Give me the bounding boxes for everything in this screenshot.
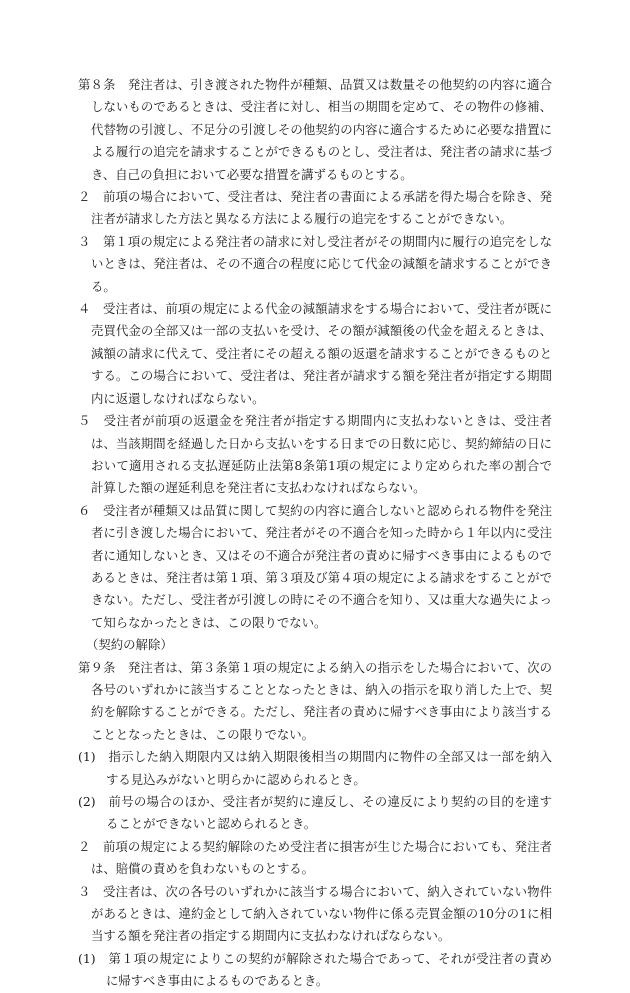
- article-8-para-5: ５ 受注者が前項の返還金を発注者が指定する期間内に支払わないときは、受注者は、当該期間を経過した日から支払いをする日までの日数に応じ、契約締結の日において適用される支払遅延防止法第8条第1項の規定により定められた率の割合で計算した額の遅延利息を発注者に支払わなければならない。: [78, 413, 552, 496]
- article-9-para-3-item-1: (1) 第１項の規定によりこの契約が解除された場合であって、それが受注者の責めに帰すべき事由によるものであるとき。: [78, 950, 552, 989]
- article-9-item-1: (1) 指示した納入期限内又は納入期限後相当の期間内に物件の全部又は一部を納入する見込みがないと明らかに認められるとき。: [78, 749, 552, 787]
- article-8-para-4: ４ 受注者は、前項の規定による代金の減額請求をする場合において、受注者が既に売買代金の全部又は一部の支払いを受け、その額が減額後の代金を超えるときは、減額の請求に代えて、受注者にその超える額の返還を請求することができるものとする。この場合において、受注者は、発注者が請求する額を発注者が指定する期間内に返還しなければならない。: [78, 301, 552, 406]
- article-8-para-3: ３ 第１項の規定による発注者の請求に対し受注者がその期間内に履行の追完をしないときは、発注者は、その不適合の程度に応じて代金の減額を請求することができる。: [78, 233, 552, 294]
- article-8-para-6: ６ 受注者が種類又は品質に関して契約の内容に適合しないと認められる物件を発注者に引き渡した場合において、発注者がその不適合を知った時から１年以内に受注者に通知しないとき、又はその不適合が発注者の責めに帰すべき事由によるものであるときは、発注者は第１項、第３項及び第４項の規定による請求をすることができない。ただし、受注者が引渡しの時にその不適合を知り、又は重大な過失によって知らなかったときは、この限りでない。: [78, 502, 552, 630]
- document-page: [78, 74, 552, 993]
- article-8-para-2: ２ 前項の場合において、受注者は、発注者の書面による承諾を得た場合を除き、発注者が請求した方法と異なる方法による履行の追完をすることができない。: [78, 189, 552, 227]
- article-8-main: 第８条 発注者は、引き渡された物件が種類、品質又は数量その他契約の内容に適合しないものであるときは、受注者に対し、相当の期間を定めて、その物件の修補、代替物の引渡し、不足分の引渡しその他契約の内容に適合するために必要な措置による履行の追完を請求することができるものとし、受注者は、発注者の請求に基づき、自己の負担において必要な措置を講ずるものとする。: [78, 77, 552, 182]
- section-heading-termination: （契約の解除）: [86, 637, 173, 653]
- article-9-main: 第９条 発注者は、第３条第１項の規定による納入の指示をした場合において、次の各号のいずれかに該当することとなったときは、納入の指示を取り消した上で、契約を解除することができる。ただし、発注者の責めに帰すべき事由により該当することとなったときは、この限りでない。: [78, 659, 552, 742]
- article-9-para-3: ３ 受注者は、次の各号のいずれかに該当する場合において、納入されていない物件があるときは、違約金として納入されていない物件に係る売買金額の10分の1に相当する額を発注者の指定する期間内に支払わなければならない。: [78, 883, 552, 944]
- article-9-item-2: (2) 前号の場合のほか、受注者が契約に違反し、その違反により契約の目的を達することができないと認められるとき。: [78, 794, 552, 832]
- article-9-para-2: ２ 前項の規定による契約解除のため受注者に損害が生じた場合においても、発注者は、賠償の責めを負わないものとする。: [78, 838, 552, 877]
